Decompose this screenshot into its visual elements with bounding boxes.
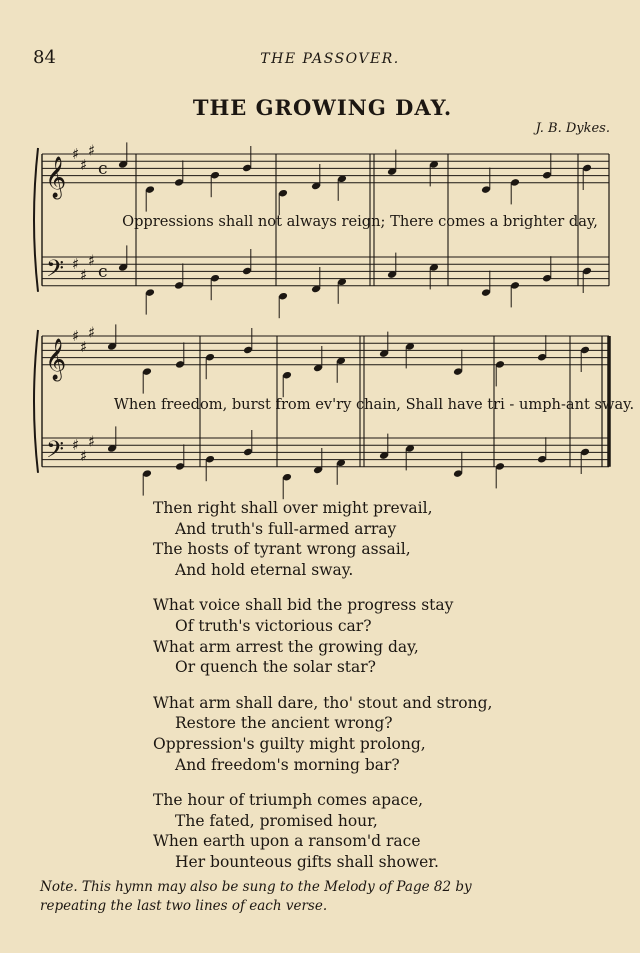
verse-line: Restore the ancient wrong? xyxy=(175,714,393,733)
verse-line: Oppression's guilty might prolong, xyxy=(153,734,426,753)
verse-3 xyxy=(153,693,492,775)
sharp-sign: ♯ xyxy=(88,323,96,342)
verse-line: What voice shall bid the progress stay xyxy=(153,596,454,615)
treble-clef: 𝄞 xyxy=(45,338,67,380)
verse-line: What arm shall dare, tho' stout and strong, xyxy=(153,693,493,712)
bass-clef: 𝄢 xyxy=(46,254,65,288)
footnote-line-2: repeating the last two lines of each verse. xyxy=(40,898,328,914)
verse-line: The hosts of tyrant wrong assail, xyxy=(153,540,411,559)
verse-line: Of truth's victorious car? xyxy=(175,616,372,635)
verse-line: The fated, promised hour, xyxy=(175,811,378,830)
time-signature: c xyxy=(98,262,108,283)
lyric-line-1: Oppressions shall not always reign; There comes a brighter day, xyxy=(122,213,598,230)
hymn-title: THE GROWING DAY. xyxy=(192,95,453,120)
verse-1 xyxy=(153,498,492,580)
verse-4 xyxy=(153,790,492,872)
sharp-sign: ♯ xyxy=(80,266,88,284)
verse-line: Her bounteous gifts shall shower. xyxy=(175,852,439,871)
verse-line: What arm arrest the growing day, xyxy=(153,637,419,656)
verse-line: The hour of triumph comes apace, xyxy=(153,791,424,810)
verse-line: Or quench the solar star? xyxy=(175,658,376,677)
composer-credit: J. B. Dykes. xyxy=(535,121,610,136)
sharp-sign: ♯ xyxy=(88,141,96,160)
sharp-sign: ♯ xyxy=(72,327,80,345)
lyric-line-2: When freedom, burst from ev'ry chain, Shall have tri - umph-ant sway. xyxy=(113,396,635,413)
sharp-sign: ♯ xyxy=(72,255,80,274)
verse-line: Then right shall over might prevail, xyxy=(153,499,433,517)
sharp-sign: ♯ xyxy=(80,447,88,465)
running-head: THE PASSOVER. xyxy=(260,51,400,67)
verse-line: And hold eternal sway. xyxy=(175,560,354,579)
sharp-sign: ♯ xyxy=(80,155,88,174)
verse-2 xyxy=(153,595,492,677)
score-layer xyxy=(34,141,609,499)
verse-line: And truth's full-armed array xyxy=(175,519,397,538)
sharp-sign: ♯ xyxy=(88,251,96,270)
page-number: 84 xyxy=(33,47,56,68)
sharp-sign: ♯ xyxy=(72,145,80,163)
sharp-sign: ♯ xyxy=(88,432,96,451)
time-signature: c xyxy=(98,159,108,180)
bass-clef: 𝄢 xyxy=(46,435,65,469)
sharp-sign: ♯ xyxy=(80,337,88,356)
footnote xyxy=(40,878,472,916)
verse-line: And freedom's morning bar? xyxy=(175,755,400,774)
treble-clef: 𝄞 xyxy=(45,156,67,198)
sharp-sign: ♯ xyxy=(72,436,80,455)
verse-line: When earth upon a ransom'd race xyxy=(153,832,421,851)
verses xyxy=(153,498,492,888)
footnote-line-1: Note. This hymn may also be sung to the Melody of Page 82 by xyxy=(40,879,472,895)
